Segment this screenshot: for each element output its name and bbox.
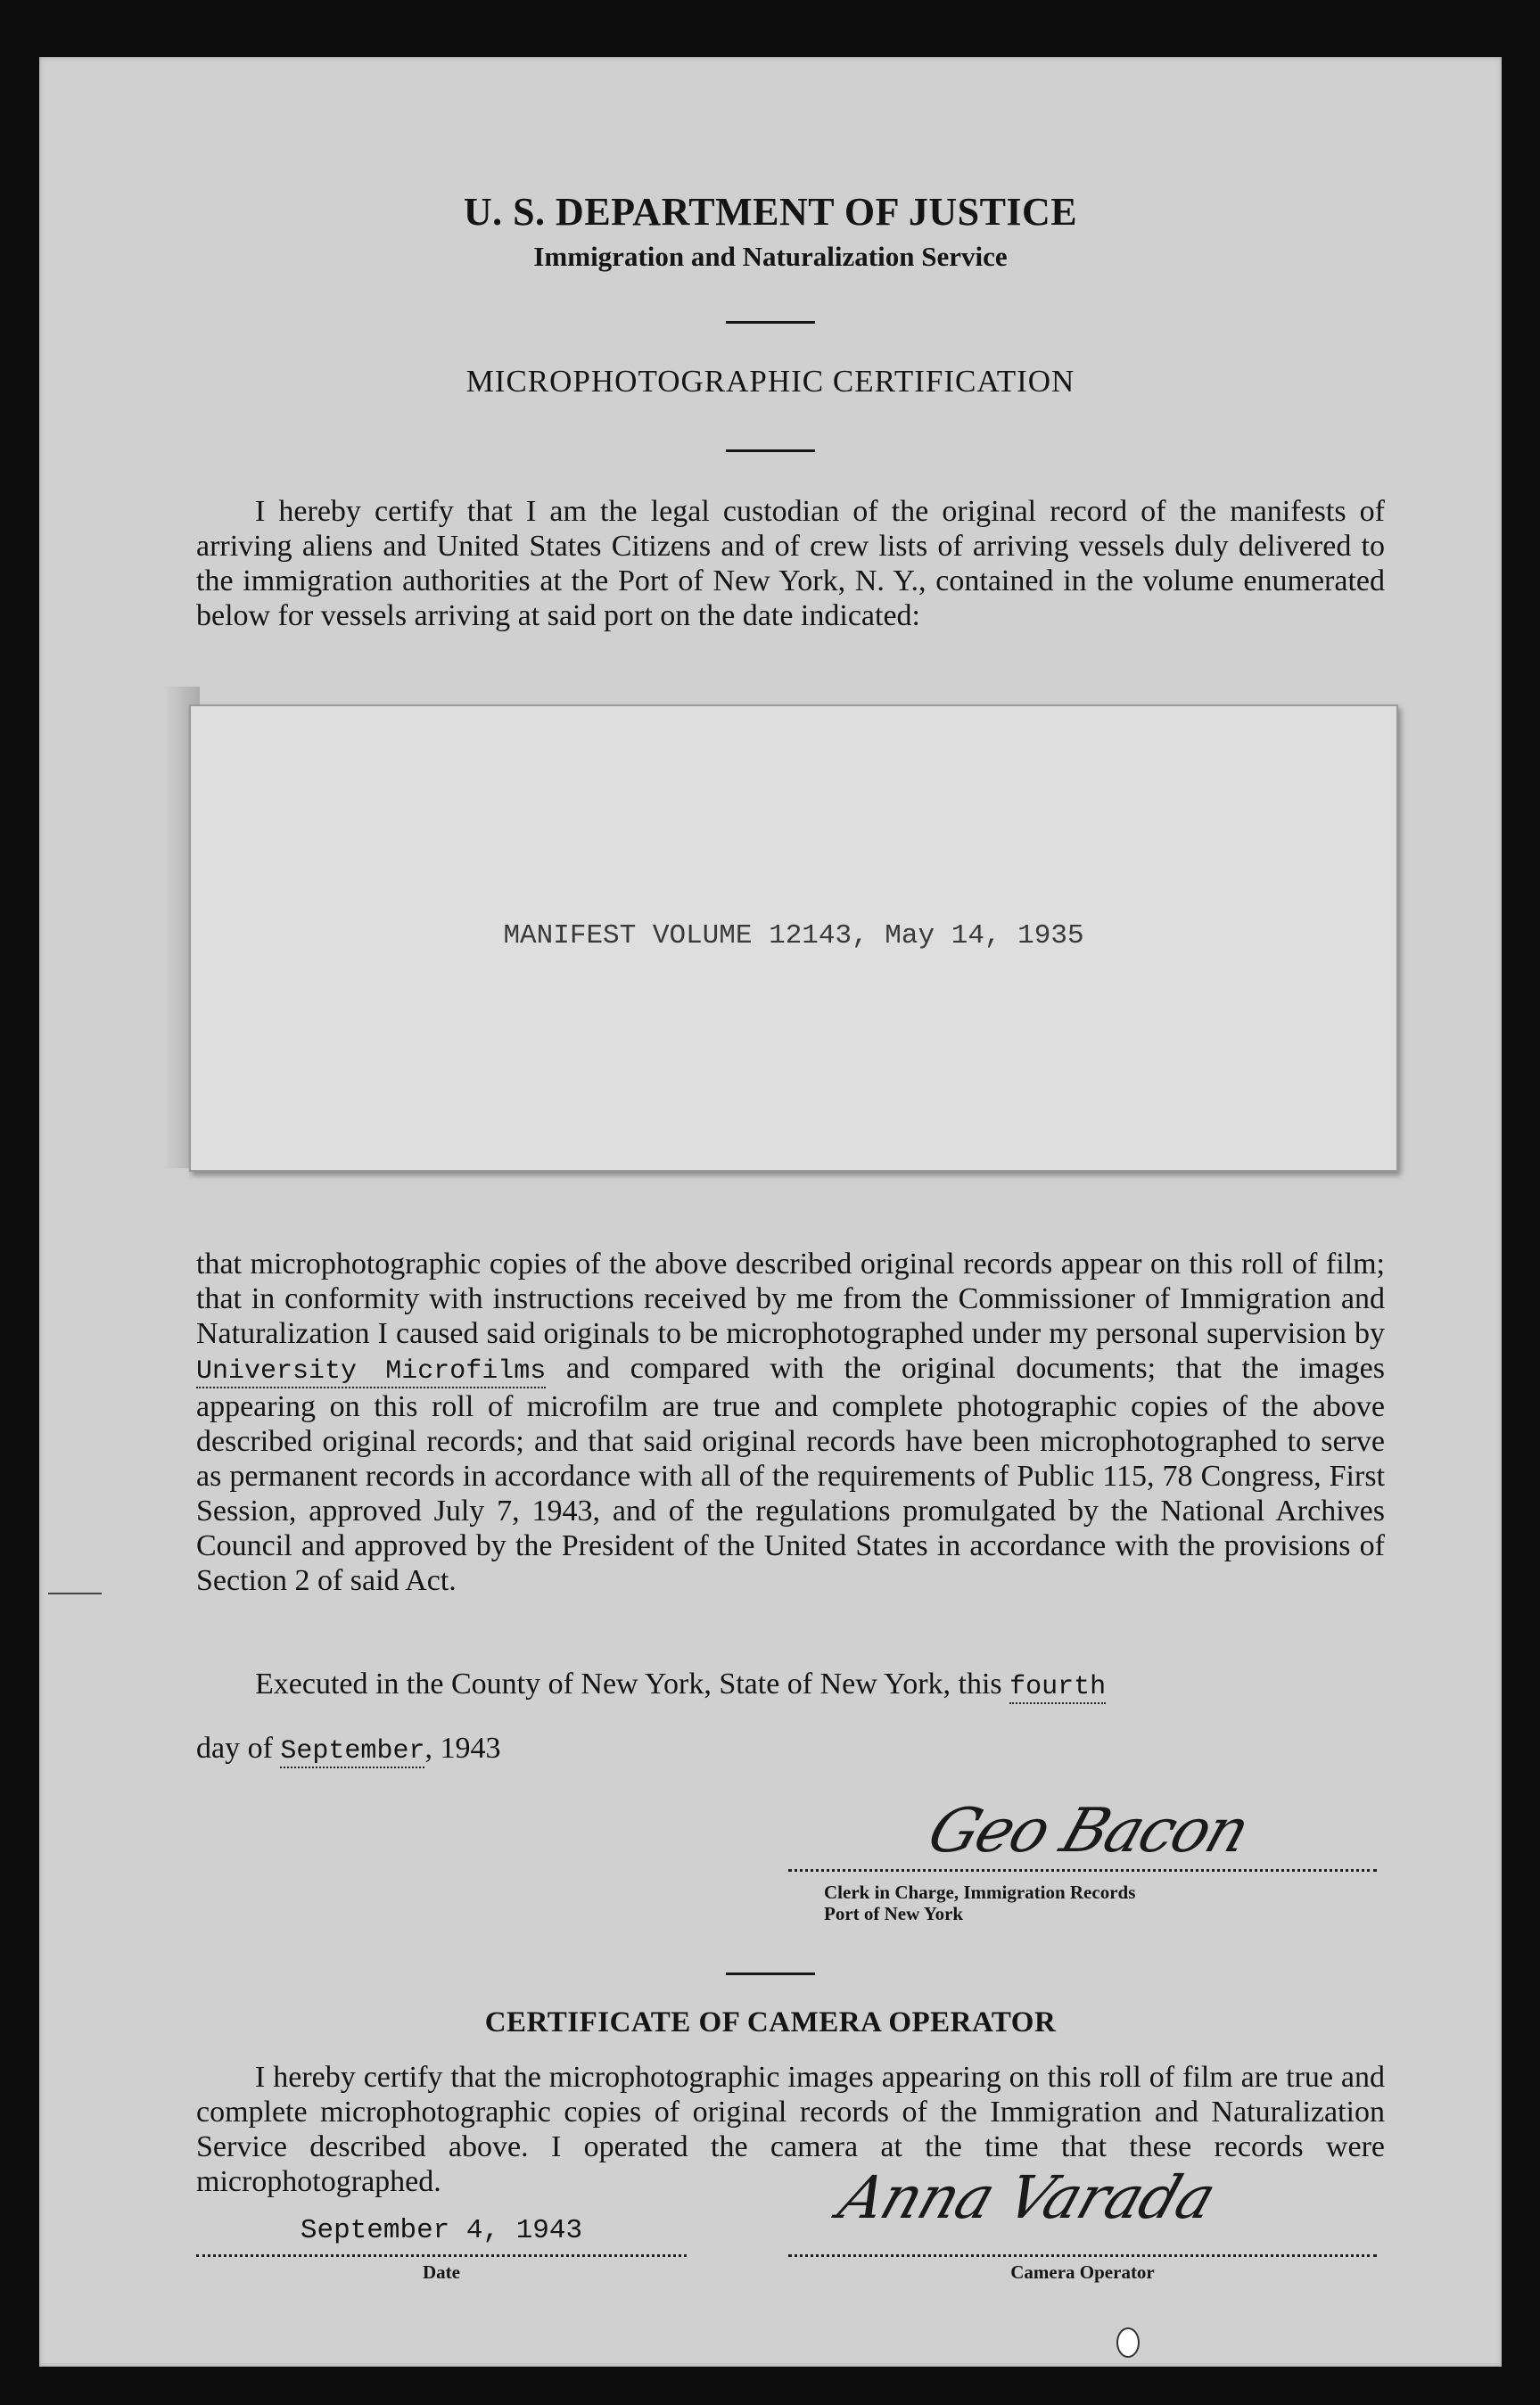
- punch-mark: [1116, 2327, 1140, 2358]
- agency-title: U. S. DEPARTMENT OF JUSTICE: [463, 190, 1078, 234]
- month-field: September: [280, 1736, 425, 1767]
- camera-certificate-title: CERTIFICATE OF CAMERA OPERATOR: [484, 2006, 1057, 2038]
- execution-line: [196, 1668, 1385, 1702]
- operator-signature: Anna Varada: [830, 2163, 1223, 2232]
- execution-prefix: Executed in the County of New York, State of New York, this: [255, 1668, 1002, 1701]
- certificate-sheet: [39, 57, 1502, 2367]
- date-field: September 4, 1943: [196, 2215, 687, 2257]
- day-of-line: [196, 1732, 500, 1767]
- execution-day-field: fourth: [1009, 1672, 1107, 1702]
- intro-paragraph: I hereby certify that I am the legal custodian of the original record of the manifests of arriving aliens and United States Citizens and of crew lists of arriving vessels duly delivered to the immigration authorities at the Port of New York, N. Y., contained in the volume enumerated below for vessels arriving at said port on the date indicated:: [196, 495, 1385, 632]
- year-text: , 1943: [424, 1732, 501, 1765]
- main-paragraph: [196, 1247, 1385, 1598]
- margin-mark: [48, 1593, 102, 1594]
- clerk-title: Clerk in Charge, Immigration Records: [824, 1882, 1136, 1903]
- divider-rule: [726, 321, 815, 324]
- clerk-caption: [824, 1882, 1135, 1924]
- supervisor-field: University Microfilms: [196, 1356, 547, 1387]
- clerk-signature: Geo Bacon: [919, 1796, 1257, 1866]
- divider-rule: [726, 449, 815, 452]
- clerk-port: Port of New York: [824, 1903, 964, 1924]
- main-paragraph-part1: that microphotographic copies of the above described original records appear on this roll of film; that in conformity with instructions received by me from the Commissioner of Immigration and Naturalization I caused said originals to be microphotographed under my personal supervision by: [196, 1248, 1385, 1350]
- camera-certificate-paragraph: I hereby certify that the microphotographic images appearing on this roll of film are true and complete microphotographic copies of original records of the Immigration and Naturalization Service described above. I operated the camera at the time that these records were microphotographed.: [196, 2061, 1385, 2198]
- date-label: Date: [423, 2261, 460, 2283]
- divider-rule: [726, 1973, 815, 1975]
- day-of-label: day of: [196, 1732, 273, 1765]
- camera-operator-label: Camera Operator: [1010, 2261, 1155, 2283]
- certification-title: MICROPHOTOGRAPHIC CERTIFICATION: [465, 364, 1075, 399]
- service-subtitle: Immigration and Naturalization Service: [533, 241, 1008, 272]
- manifest-volume-text: MANIFEST VOLUME 12143, May 14, 1935: [503, 920, 1084, 951]
- manifest-card: [189, 704, 1398, 1172]
- main-paragraph-part2: and compared with the original documents; that the images appearing on this roll of microfilm are true and complete photographic copies of the above described original records; and that said original records have been microphotographed to serve as permanent records in accordance with all of the requirements of Public 115, 78 Congress, First Session, approved July 7, 1943, and of the regulations promulgated by the National Archives Council and approved by the President of the United States in accordance with the provisions of Section 2 of said Act.: [196, 1352, 1386, 1597]
